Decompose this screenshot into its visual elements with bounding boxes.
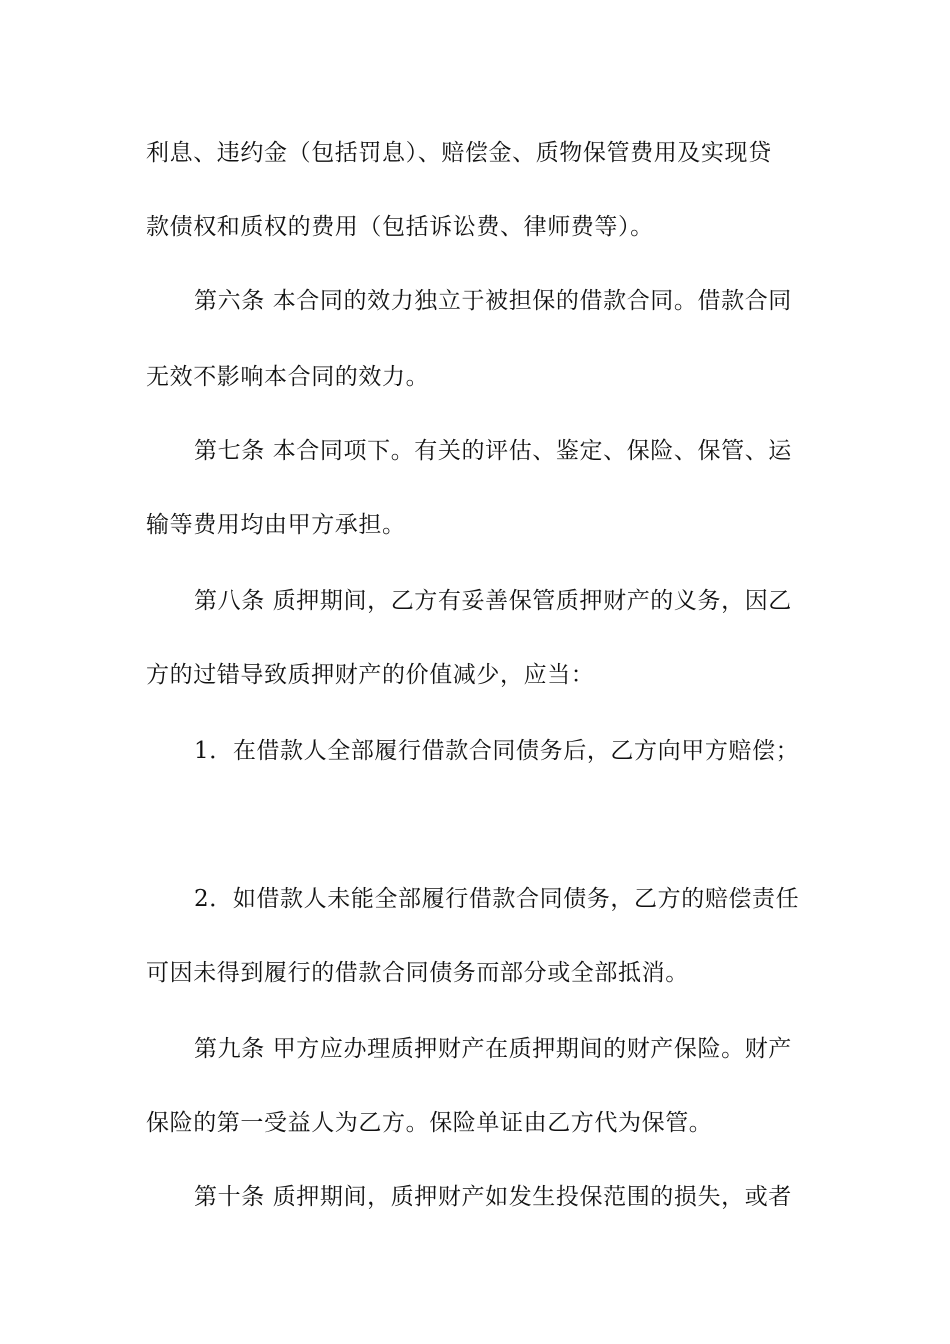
list-item-2: 2．如借款人未能全部履行借款合同债务，乙方的赔偿责任 bbox=[194, 886, 800, 912]
text-line: 无效不影响本合同的效力。 bbox=[146, 364, 430, 390]
article-6-line: 第六条 本合同的效力独立于被担保的借款合同。借款合同 bbox=[194, 288, 792, 314]
text-line: 输等费用均由甲方承担。 bbox=[146, 512, 406, 538]
text-line: 款债权和质权的费用（包括诉讼费、律师费等）。 bbox=[146, 214, 654, 240]
text-line: 方的过错导致质押财产的价值减少，应当： bbox=[146, 662, 595, 688]
article-10-line: 第十条 质押期间，质押财产如发生投保范围的损失，或者 bbox=[194, 1184, 792, 1210]
text-line: 保险的第一受益人为乙方。保险单证由乙方代为保管。 bbox=[146, 1110, 713, 1136]
article-9-line: 第九条 甲方应办理质押财产在质押期间的财产保险。财产 bbox=[194, 1036, 792, 1062]
text-line: 利息、违约金（包括罚息）、赔偿金、质物保管费用及实现贷 bbox=[146, 140, 772, 166]
article-8-line: 第八条 质押期间，乙方有妥善保管质押财产的义务，因乙 bbox=[194, 588, 792, 614]
list-item-1: 1．在借款人全部履行借款合同债务后，乙方向甲方赔偿； bbox=[194, 738, 800, 764]
article-7-line: 第七条 本合同项下。有关的评估、鉴定、保险、保管、运 bbox=[194, 438, 792, 464]
text-line: 可因未得到履行的借款合同债务而部分或全部抵消。 bbox=[146, 960, 689, 986]
